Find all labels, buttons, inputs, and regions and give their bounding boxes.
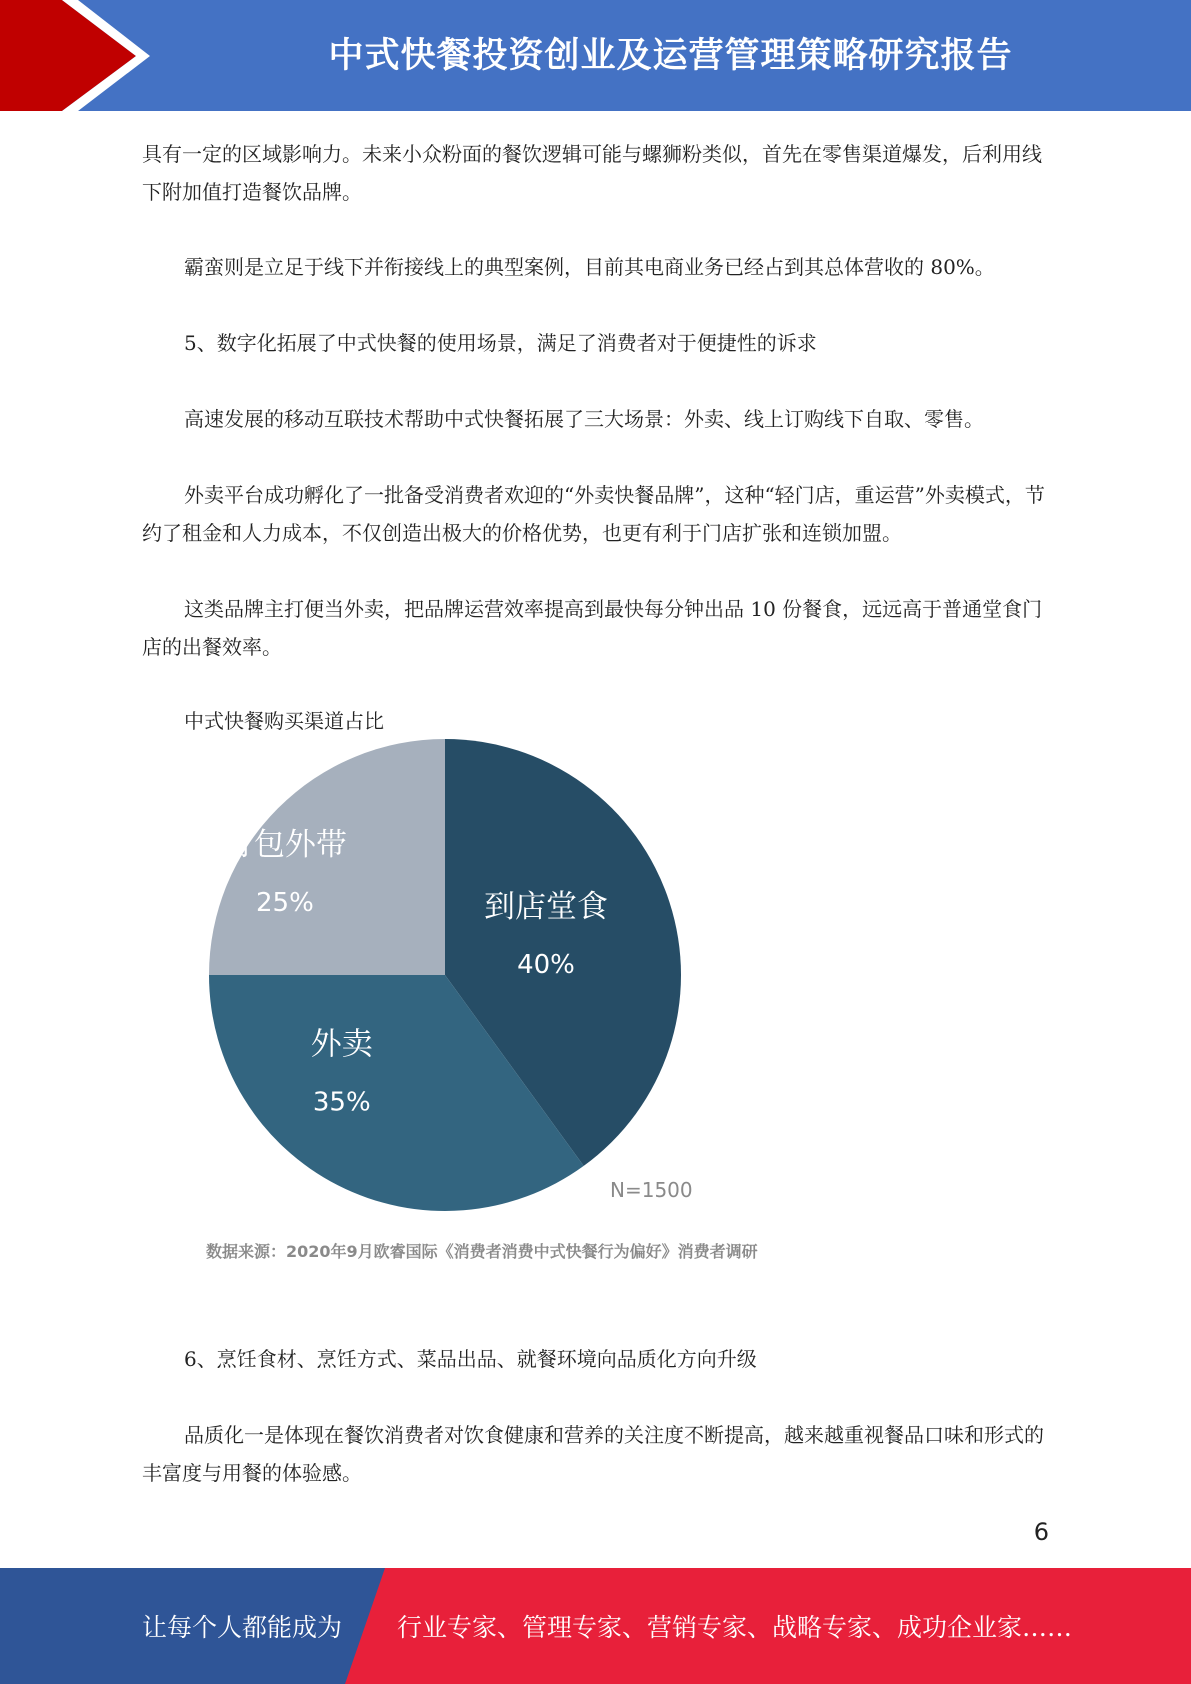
report-title: 中式快餐投资创业及运营管理策略研究报告 [328, 35, 1013, 76]
pie-value-label-2: 35% [312, 1087, 371, 1118]
page-footer [0, 1568, 1191, 1684]
data-source-note: 数据来源：2020年9月欧睿国际《消费者消费中式快餐行为偏好》消费者调研 [206, 1242, 758, 1261]
page-header [0, 0, 1191, 111]
paragraph-regional-influence: 具有一定的区域影响力。未来小众粉面的餐饮逻辑可能与螺狮粉类似，首先在零售渠道爆发，后利用线下附加值打造餐饮品牌。 [142, 142, 1042, 204]
header-arrow-decoration [0, 0, 160, 111]
chart-caption: 中式快餐购买渠道占比 [184, 709, 384, 733]
pie-category-label-3: 打包外带 [222, 826, 347, 863]
paragraph-bawan-case: 霸蛮则是立足于线下并衔接线上的典型案例，目前其电商业务已经占到其总体营收的 80%。 [184, 255, 995, 279]
paragraph-bento-efficiency: 这类品牌主打便当外卖，把品牌运营效率提高到最快每分钟出品 10 份餐食，远远高于普通堂食门店的出餐效率。 [142, 597, 1043, 659]
footer-slogan-right: 行业专家、管理专家、营销专家、战略专家、成功企业家…… [397, 1613, 1073, 1642]
section-heading-6: 6、烹饪食材、烹饪方式、菜品出品、就餐环境向品质化方向升级 [184, 1347, 757, 1371]
sample-size-annotation: N=1500 [610, 1178, 693, 1202]
pie-value-label-3: 25% [256, 887, 314, 918]
channel-pie-chart [190, 735, 710, 1215]
pie-category-label-1: 到店堂食 [484, 889, 609, 926]
page-number: 6 [1033, 1518, 1049, 1546]
paragraph-takeaway-brands: 外卖平台成功孵化了一批备受消费者欢迎的“外卖快餐品牌”，这种“轻门店，重运营”外卖模式，节约了租金和人力成本，不仅创造出极大的价格优势，也更有利于门店扩张和连锁加盟。 [142, 483, 1045, 545]
footer-slogan-left: 让每个人都能成为 [142, 1613, 343, 1642]
paragraph-quality-upgrade: 品质化一是体现在餐饮消费者对饮食健康和营养的关注度不断提高，越来越重视餐品口味和形式的丰富度与用餐的体验感。 [142, 1423, 1044, 1485]
pie-value-label-1: 40% [517, 950, 575, 981]
section-heading-5: 5、数字化拓展了中式快餐的使用场景，满足了消费者对于便捷性的诉求 [184, 331, 817, 355]
paragraph-three-scenarios: 高速发展的移动互联技术帮助中式快餐拓展了三大场景：外卖、线上订购线下自取、零售。 [184, 407, 984, 431]
pie-category-label-2: 外卖 [310, 1026, 373, 1063]
